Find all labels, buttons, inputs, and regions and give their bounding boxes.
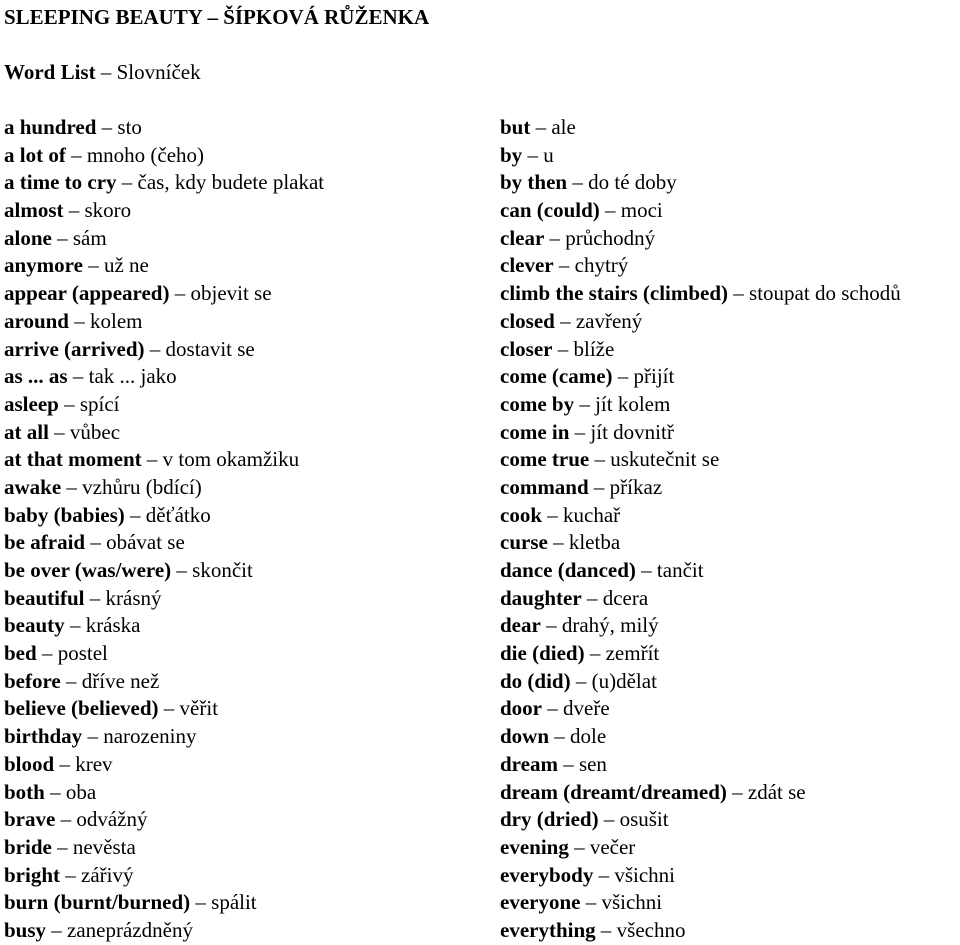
word-czech: dveře (563, 696, 610, 721)
word-entry (4, 557, 324, 585)
word-entry (4, 806, 324, 834)
word-separator-dash: – (158, 696, 180, 721)
word-separator-dash: – (141, 447, 163, 472)
word-english: bed (4, 641, 37, 666)
word-entry (500, 695, 901, 723)
word-english: by (500, 142, 523, 167)
word-czech: krásný (105, 585, 162, 610)
word-english: dream (500, 751, 558, 776)
word-czech: u (543, 142, 554, 167)
word-czech: dříve než (81, 668, 160, 693)
word-entry (4, 612, 324, 640)
word-entry (4, 280, 324, 308)
word-english: at all (4, 419, 49, 444)
word-separator-dash: – (96, 115, 118, 139)
word-entry (4, 723, 324, 751)
word-english: curse (500, 530, 548, 555)
word-czech: tak ... jako (88, 364, 177, 389)
word-separator-dash: – (726, 779, 748, 804)
word-english: asleep (4, 391, 59, 416)
word-czech: dostavit se (165, 336, 255, 361)
word-czech: odvážný (76, 807, 148, 832)
word-czech: (u)dělat (591, 668, 657, 693)
word-entry (4, 169, 324, 197)
word-separator-dash: – (65, 142, 87, 167)
word-english: everybody (500, 862, 594, 887)
word-entry (4, 197, 324, 225)
word-entry (500, 585, 901, 613)
word-english: closed (500, 308, 555, 333)
word-english: dream (dreamt/dreamed) (500, 779, 727, 804)
word-entry (500, 917, 901, 945)
word-english: appear (appeared) (4, 281, 170, 306)
word-english: bright (4, 862, 61, 887)
word-english: be afraid (4, 530, 86, 555)
word-english: anymore (4, 253, 83, 278)
word-english: cook (500, 502, 542, 527)
word-separator-dash: – (522, 142, 544, 167)
word-separator-dash: – (589, 447, 611, 472)
word-english: arrive (arrived) (4, 336, 145, 361)
word-english: both (4, 779, 45, 804)
word-english: burn (burnt/burned) (4, 890, 191, 915)
word-entry (4, 889, 324, 917)
word-czech: sto (117, 115, 142, 139)
word-czech: dcera (602, 585, 649, 610)
word-separator-dash: – (553, 253, 575, 278)
word-czech: oba (65, 779, 97, 804)
word-czech: zavřený (575, 308, 643, 333)
word-entry (500, 474, 901, 502)
word-entry (500, 751, 901, 779)
word-entry (4, 363, 324, 391)
word-english: dry (dried) (500, 807, 599, 832)
word-english: die (died) (500, 641, 585, 666)
word-czech: zemřít (605, 641, 660, 666)
word-list-heading (4, 59, 201, 86)
word-czech: čas, kdy budete plakat (137, 170, 325, 195)
word-separator-dash: – (542, 696, 563, 721)
word-english: baby (babies) (4, 502, 125, 527)
word-separator-dash: – (728, 281, 750, 306)
word-entry (500, 889, 901, 917)
word-czech: vůbec (69, 419, 121, 444)
word-separator-dash: – (547, 530, 569, 555)
word-english: busy (4, 917, 47, 942)
word-czech: jít dovnitř (590, 419, 674, 444)
word-separator-dash: – (48, 419, 70, 444)
word-separator-dash: – (554, 308, 576, 333)
word-separator-dash: – (584, 641, 606, 666)
word-separator-dash: – (58, 391, 80, 416)
word-english: come in (500, 419, 570, 444)
word-list-heading-dash: – (100, 60, 112, 84)
word-czech: skončit (192, 558, 253, 582)
word-czech: moci (620, 198, 663, 223)
word-entry (500, 225, 901, 253)
word-entry (500, 723, 901, 751)
word-czech: kolem (89, 308, 143, 333)
word-english: clever (500, 253, 554, 278)
word-english: daughter (500, 585, 582, 610)
word-czech: do té doby (588, 170, 677, 195)
word-entry (4, 529, 324, 557)
word-entry (4, 474, 324, 502)
word-separator-dash: – (595, 917, 617, 942)
word-separator-dash: – (570, 668, 592, 693)
word-entry (4, 114, 324, 142)
word-separator-dash: – (557, 751, 579, 776)
word-czech: tančit (656, 558, 704, 582)
word-entry (500, 640, 901, 668)
word-separator-dash: – (598, 807, 620, 832)
word-entry (500, 142, 901, 170)
word-english: as ... as (4, 364, 68, 389)
word-entry (4, 834, 324, 862)
word-czech: drahý, milý (561, 613, 659, 638)
word-czech: vzhůru (bdící) (82, 474, 202, 499)
word-entry (500, 834, 901, 862)
word-czech: spící (79, 391, 120, 416)
word-entry (4, 668, 324, 696)
word-english: believe (believed) (4, 696, 159, 721)
word-separator-dash: – (540, 613, 562, 638)
word-separator-dash: – (44, 779, 66, 804)
word-entry (500, 779, 901, 807)
word-czech: postel (57, 641, 108, 666)
word-entry (4, 695, 324, 723)
word-czech: zaneprázdněný (67, 917, 193, 942)
word-english: awake (4, 474, 62, 499)
word-entry (500, 419, 901, 447)
word-entry (4, 502, 324, 530)
word-separator-dash: – (84, 585, 106, 610)
word-english: evening (500, 834, 569, 859)
word-separator-dash: – (569, 419, 591, 444)
word-english: everything (500, 917, 596, 942)
word-english: come by (500, 391, 575, 416)
word-entry (500, 806, 901, 834)
word-separator-dash: – (82, 724, 104, 749)
word-english: clear (500, 225, 545, 250)
word-english: at that moment (4, 447, 142, 472)
word-czech: stoupat do schodů (749, 281, 901, 306)
word-separator-dash: – (635, 558, 657, 582)
word-czech: sen (578, 751, 607, 776)
word-english: alone (4, 225, 52, 250)
word-entry (4, 225, 324, 253)
word-separator-dash: – (144, 336, 166, 361)
word-english: a lot of (4, 142, 66, 167)
word-english: dear (500, 613, 541, 638)
word-english: brave (4, 807, 56, 832)
word-english: dance (danced) (500, 558, 636, 582)
word-separator-dash: – (612, 364, 634, 389)
word-entry (500, 557, 901, 585)
word-czech: osušit (619, 807, 669, 832)
word-separator-dash: – (580, 890, 602, 915)
word-entry (500, 391, 901, 419)
word-czech: kuchař (563, 502, 621, 527)
word-english: birthday (4, 724, 83, 749)
word-separator-dash: – (36, 641, 58, 666)
word-separator-dash: – (588, 474, 610, 499)
word-separator-dash: – (581, 585, 603, 610)
word-separator-dash: – (64, 613, 86, 638)
word-english: before (4, 668, 61, 693)
word-separator-dash: – (116, 170, 138, 195)
word-czech: všichni (601, 890, 663, 915)
word-entry (4, 142, 324, 170)
word-separator-dash: – (51, 834, 73, 859)
word-separator-dash: – (530, 115, 552, 139)
word-entry (4, 446, 324, 474)
word-separator-dash: – (171, 558, 193, 582)
word-czech: věřit (179, 696, 219, 721)
word-separator-dash: – (549, 724, 571, 749)
word-english: blood (4, 751, 55, 776)
word-separator-dash: – (169, 281, 191, 306)
word-czech: průchodný (565, 225, 656, 250)
word-entry (500, 529, 901, 557)
word-english: beautiful (4, 585, 85, 610)
word-english: almost (4, 198, 64, 223)
word-entry (4, 308, 324, 336)
word-czech: děťátko (145, 502, 211, 527)
word-czech: všichni (614, 862, 675, 887)
word-entry (500, 308, 901, 336)
word-english: bride (4, 834, 52, 859)
word-entry (4, 585, 324, 613)
word-english: climb the stairs (climbed) (500, 281, 729, 306)
word-separator-dash: – (46, 917, 68, 942)
word-czech: sám (72, 225, 107, 250)
word-czech: jít kolem (595, 391, 671, 416)
word-entry (500, 169, 901, 197)
word-separator-dash: – (599, 198, 621, 223)
word-list-right-column (500, 114, 901, 945)
word-english: door (500, 696, 542, 721)
word-entry (4, 336, 324, 364)
word-czech: spálit (211, 890, 257, 915)
word-entry (500, 336, 901, 364)
word-entry (500, 114, 901, 142)
word-english: everyone (500, 890, 581, 915)
word-entry (500, 252, 901, 280)
word-czech: všechno (616, 917, 686, 942)
word-czech: ale (551, 115, 576, 139)
word-separator-dash: – (60, 862, 82, 887)
word-separator-dash: – (55, 807, 77, 832)
word-separator-dash: – (63, 198, 85, 223)
word-separator-dash: – (124, 502, 146, 527)
word-english: beauty (4, 613, 65, 638)
word-english: come true (500, 447, 590, 472)
word-entry (500, 862, 901, 890)
word-separator-dash: – (593, 862, 615, 887)
word-separator-dash: – (67, 364, 89, 389)
word-entry (500, 502, 901, 530)
word-czech: přijít (633, 364, 675, 389)
word-separator-dash: – (85, 530, 107, 555)
word-entry (4, 640, 324, 668)
word-separator-dash: – (54, 751, 76, 776)
word-separator-dash: – (82, 253, 104, 278)
word-czech: mnoho (čeho) (86, 142, 205, 167)
word-english: down (500, 724, 550, 749)
word-english: be over (was/were) (4, 558, 172, 582)
word-czech: zdát se (747, 779, 806, 804)
word-entry (500, 363, 901, 391)
word-czech: chytrý (574, 253, 629, 278)
word-czech: uskutečnit se (610, 447, 720, 472)
word-separator-dash: – (68, 308, 90, 333)
word-entry (4, 391, 324, 419)
word-entry (4, 917, 324, 945)
word-czech: krev (75, 751, 113, 776)
word-entry (4, 862, 324, 890)
word-separator-dash: – (60, 668, 82, 693)
word-entry (500, 612, 901, 640)
word-czech: blíže (573, 336, 615, 361)
word-czech: v tom okamžiku (162, 447, 300, 472)
word-english: closer (500, 336, 553, 361)
word-english: but (500, 115, 531, 139)
word-entry (500, 197, 901, 225)
word-czech: skoro (84, 198, 132, 223)
word-separator-dash: – (61, 474, 83, 499)
word-english: around (4, 308, 69, 333)
word-list-left-column (4, 114, 324, 945)
word-separator-dash: – (568, 834, 590, 859)
word-separator-dash: – (544, 225, 566, 250)
word-separator-dash: – (552, 336, 574, 361)
word-separator-dash: – (574, 391, 596, 416)
word-separator-dash: – (51, 225, 73, 250)
word-list-heading-cz: Slovníček (116, 60, 201, 84)
word-english: come (came) (500, 364, 613, 389)
word-list-heading-en: Word List (4, 60, 96, 84)
word-english: do (did) (500, 668, 571, 693)
word-czech: narozeniny (103, 724, 197, 749)
word-czech: zářivý (81, 862, 134, 887)
word-entry (4, 779, 324, 807)
word-entry (4, 419, 324, 447)
word-entry (4, 252, 324, 280)
word-separator-dash: – (190, 890, 212, 915)
word-czech: příkaz (609, 474, 663, 499)
word-english: command (500, 474, 589, 499)
word-czech: objevit se (190, 281, 272, 306)
word-separator-dash: – (567, 170, 589, 195)
word-czech: dole (570, 724, 607, 749)
word-separator-dash: – (542, 502, 563, 527)
word-english: can (could) (500, 198, 600, 223)
page-title: SLEEPING BEAUTY – ŠÍPKOVÁ RŮŽENKA (4, 5, 430, 29)
word-english: by then (500, 170, 568, 195)
word-english: a time to cry (4, 170, 117, 195)
word-czech: obávat se (106, 530, 185, 555)
word-czech: už ne (103, 253, 149, 278)
word-czech: kráska (85, 613, 141, 638)
word-czech: večer (589, 834, 636, 859)
word-entry (500, 280, 901, 308)
word-entry (4, 751, 324, 779)
word-czech: nevěsta (72, 834, 136, 859)
word-czech: kletba (568, 530, 621, 555)
word-entry (500, 668, 901, 696)
word-entry (500, 446, 901, 474)
word-english: a hundred (4, 115, 97, 139)
